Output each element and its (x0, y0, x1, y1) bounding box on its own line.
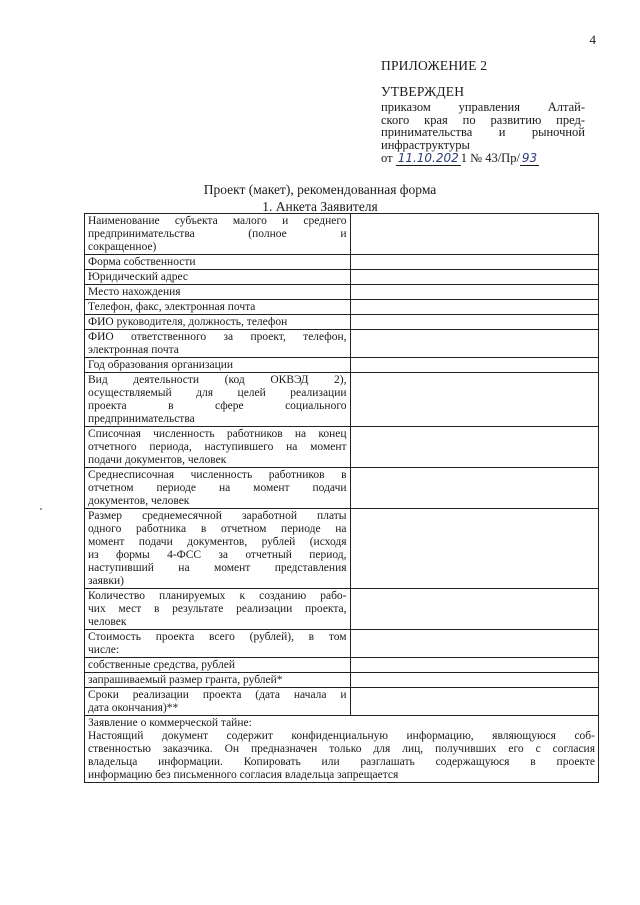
row-label (85, 658, 351, 673)
row-value-cell[interactable] (350, 373, 598, 427)
row-value-cell[interactable] (350, 673, 598, 688)
row-label-line: дата окончания)** (88, 702, 179, 714)
form-title: Проект (макет), рекомендованная форма (203, 182, 437, 197)
row-label-line: Форма собственности (88, 256, 196, 268)
row-label-line: предпринимательства (полное и (88, 228, 347, 240)
row-label-line: Место нахождения (88, 286, 181, 298)
table-row (85, 509, 599, 589)
row-label-line: ФИО руководителя, должность, телефон (88, 316, 288, 328)
row-value-cell[interactable] (350, 630, 598, 658)
row-value-cell[interactable] (350, 285, 598, 300)
row-label-line: ФИО ответственного за проект, телефон, (88, 331, 347, 343)
row-value-cell[interactable] (350, 509, 598, 589)
order-date-line (381, 152, 585, 165)
order-line: инфраструктуры (381, 137, 470, 152)
order-line: принимательства и рыночной (381, 125, 585, 139)
row-label-line: сокращенное) (88, 241, 157, 253)
row-label (85, 285, 351, 300)
table-row (85, 285, 599, 300)
row-label-line: электронная почта (88, 344, 179, 356)
row-label-line: предпринимательства (88, 413, 195, 425)
row-label-line: Списочная численность работников на конец (88, 428, 347, 440)
table-row (85, 270, 599, 285)
row-label-line: Наименование субъекта малого и среднего (88, 215, 347, 227)
row-label-line: Стоимость проекта всего (рублей), в том (88, 631, 347, 643)
row-label-line: подачи документов, человек (88, 454, 227, 466)
confidentiality-line: Настоящий документ содержит конфиденциальную информацию, являющуюся соб- (88, 730, 595, 742)
row-value-cell[interactable] (350, 214, 598, 255)
row-label (85, 509, 351, 589)
row-value-cell[interactable] (350, 589, 598, 630)
row-label-line: Количество планируемых к созданию рабо- (88, 590, 347, 602)
row-label-line: момент подачи документов, рублей (исходя (88, 536, 347, 548)
row-value-cell[interactable] (350, 315, 598, 330)
table-row (85, 214, 599, 255)
row-value-cell[interactable] (350, 358, 598, 373)
confidentiality-line: информацию без письменного согласия владельца запрещается (88, 769, 399, 781)
row-value-cell[interactable] (350, 427, 598, 468)
confidentiality-row (85, 716, 599, 783)
page-number: 4 (589, 32, 596, 47)
row-label-line: осуществляемый для целей реализации (88, 387, 347, 399)
order-line: приказом управления Алтай- (381, 100, 585, 114)
table-row (85, 427, 599, 468)
handwritten-date: 11.10.202 (397, 151, 459, 165)
row-label-line: одного работника в отчетном периоде на (88, 523, 347, 535)
row-label (85, 630, 351, 658)
approval-order (381, 101, 585, 165)
date-prefix: от (381, 151, 393, 165)
table-row (85, 673, 599, 688)
row-label-line: документов, человек (88, 495, 190, 507)
row-label-line: числе: (88, 644, 120, 656)
row-value-cell[interactable] (350, 300, 598, 315)
row-label-line: из формы 4-ФСС за отчетный период, (88, 549, 347, 561)
row-value-cell[interactable] (350, 255, 598, 270)
row-label-line: отчетном периоде на момент подачи (88, 482, 347, 494)
approved-label: УТВЕРЖДЕН (381, 84, 465, 99)
order-line: ского края по развитию пред- (381, 112, 585, 127)
row-label (85, 270, 351, 285)
table-row (85, 630, 599, 658)
row-value-cell[interactable] (350, 330, 598, 358)
row-label-line: отчетного периода, наступившего на момент (88, 441, 347, 453)
row-label-line: Год образования организации (88, 359, 234, 371)
row-label (85, 255, 351, 270)
confidentiality-line: владельца информации. Копировать или разглашать содержащуюся в проекте (88, 756, 595, 768)
row-label-line: чих мест в результате реализации проекта, (88, 603, 347, 615)
table-row (85, 468, 599, 509)
row-label (85, 373, 351, 427)
row-label (85, 589, 351, 630)
table-row (85, 300, 599, 315)
table-row (85, 315, 599, 330)
row-label-line: Вид деятельности (код ОКВЭД 2), (88, 374, 347, 386)
date-year-digit: 1 (460, 151, 468, 165)
row-label (85, 330, 351, 358)
row-label-line: собственные средства, рублей (88, 659, 235, 671)
row-value-cell[interactable] (350, 468, 598, 509)
row-label-line: Телефон, факс, электронная почта (88, 301, 256, 313)
row-label-line: человек (88, 616, 127, 628)
handwritten-number: 93 (521, 151, 538, 165)
confidentiality-statement (85, 716, 599, 783)
table-row (85, 658, 599, 673)
table-row (85, 373, 599, 427)
applicant-questionnaire-table (84, 213, 599, 783)
table-row (85, 589, 599, 630)
row-value-cell[interactable] (350, 688, 598, 716)
confidentiality-line: ственностью заказчика. Он предназначен только для лиц, получивших его с согласия (88, 743, 595, 755)
row-label (85, 688, 351, 716)
row-label-line: наступивший на момент представления (88, 562, 347, 574)
table-row (85, 358, 599, 373)
row-label-line: Размер среднемесячной заработной платы (88, 510, 347, 522)
row-value-cell[interactable] (350, 270, 598, 285)
row-label-line: проекта в сфере социального (88, 400, 347, 412)
row-label-line: запрашиваемый размер гранта, рублей* (88, 674, 283, 686)
confidentiality-heading: Заявление о коммерческой тайне: (88, 717, 252, 729)
row-label (85, 300, 351, 315)
row-label-line: Сроки реализации проекта (дата начала и (88, 689, 347, 701)
row-label-line: Среднесписочная численность работников в (88, 469, 347, 481)
row-label-line: заявки) (88, 575, 124, 587)
row-label (85, 315, 351, 330)
row-label-line: Юридический адрес (88, 271, 188, 283)
row-label (85, 214, 351, 255)
row-value-cell[interactable] (350, 658, 598, 673)
appendix-label: ПРИЛОЖЕНИЕ 2 (381, 58, 488, 73)
row-label (85, 673, 351, 688)
order-number: № 43/Пр/ (470, 151, 520, 165)
row-label (85, 468, 351, 509)
row-label (85, 427, 351, 468)
table-row (85, 255, 599, 270)
scan-artifact (40, 508, 42, 510)
table-row (85, 688, 599, 716)
form-subtitle: 1. Анкета Заявителя (262, 199, 378, 214)
row-label (85, 358, 351, 373)
table-row (85, 330, 599, 358)
